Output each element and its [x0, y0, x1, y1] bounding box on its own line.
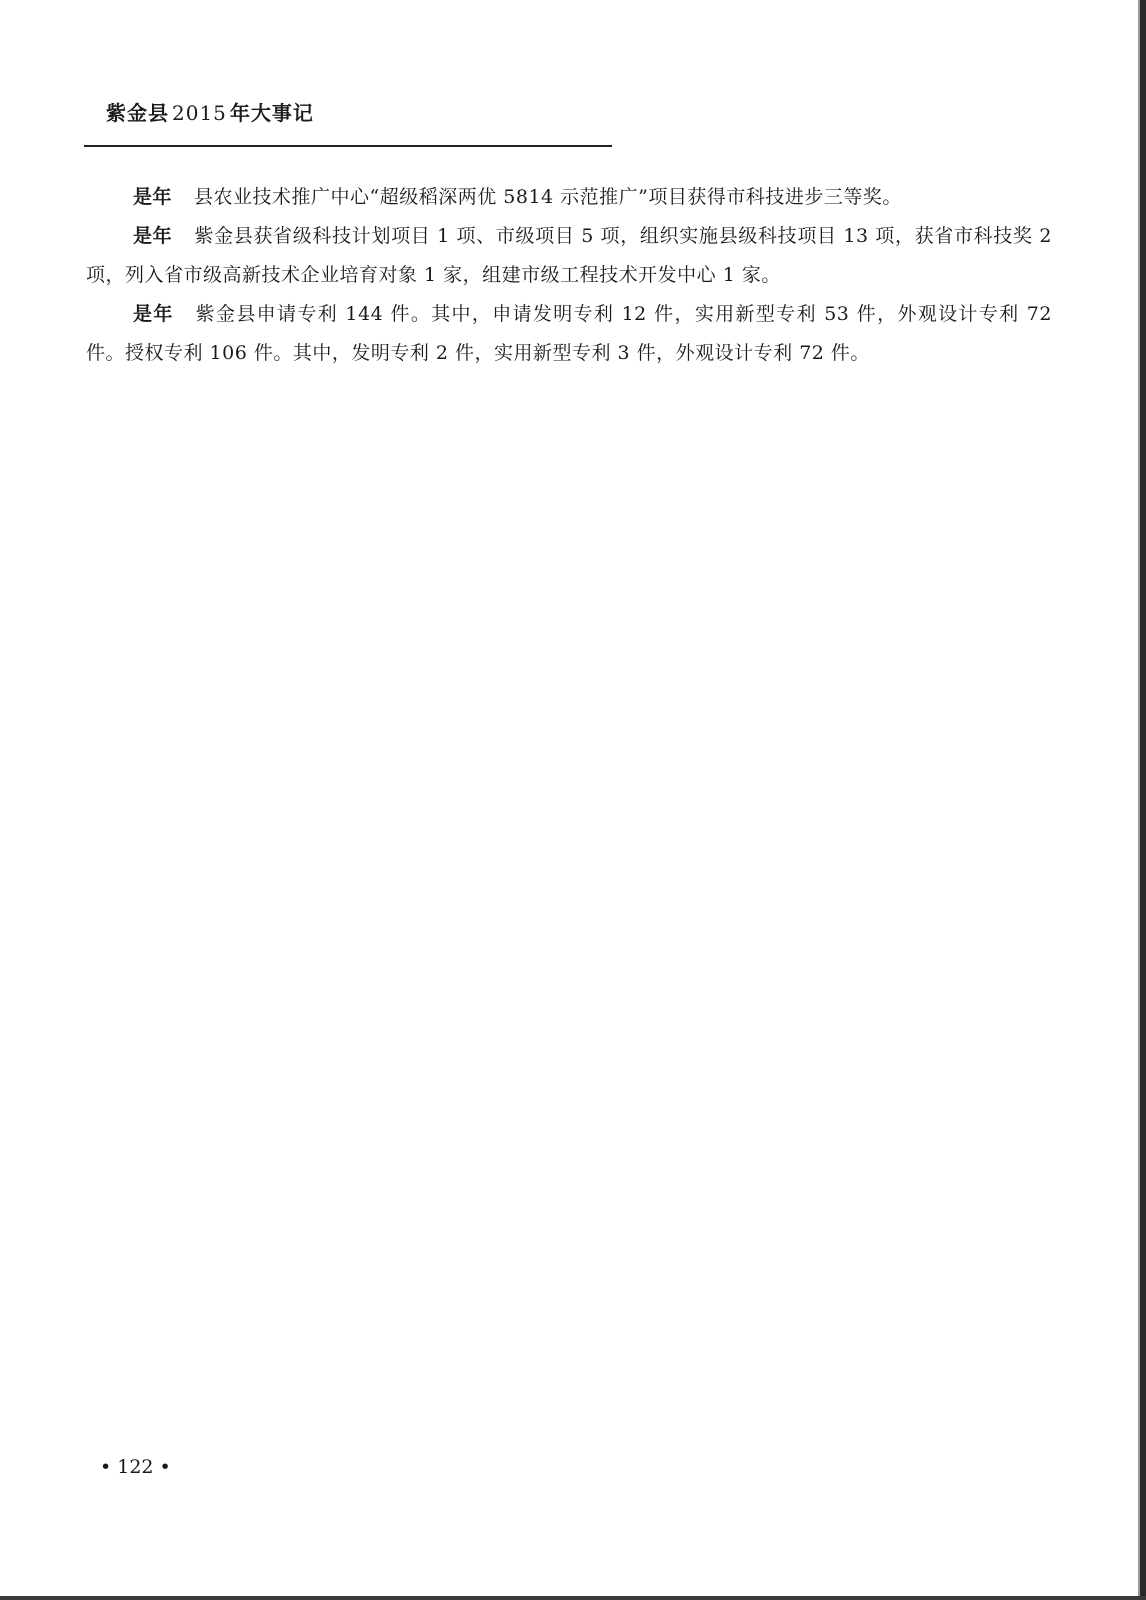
entry-lead: 是年 — [133, 225, 173, 247]
scan-edge-right-shadow — [1138, 0, 1140, 1600]
header-title-suffix: 年大事记 — [229, 101, 314, 125]
chronicle-entry — [86, 178, 1052, 217]
running-header — [106, 97, 314, 126]
page-body — [86, 178, 1052, 373]
entry-lead: 是年 — [133, 186, 173, 208]
scan-edge-bottom — [0, 1596, 1146, 1600]
header-rule — [84, 145, 612, 147]
entry-text: 紫金县申请专利 144 件。其中，申请发明专利 12 件，实用新型专利 53 件，外观设计专利 72 件。授权专利 106 件。其中，发明专利 2 件，实用新型专利 3 件，外观设计专利 72 件。 — [86, 303, 1052, 364]
header-title-year: 2015 — [172, 101, 227, 125]
page-number: • 122 • — [100, 1456, 171, 1478]
header-title-prefix: 紫金县 — [106, 101, 169, 125]
chronicle-entry — [86, 295, 1052, 373]
entry-lead: 是年 — [133, 303, 174, 325]
scan-edge-right — [1140, 0, 1146, 1600]
chronicle-entry — [86, 217, 1052, 295]
entry-text: 紫金县获省级科技计划项目 1 项、市级项目 5 项，组织实施县级科技项目 13 项，获省市科技奖 2 项，列入省市级高新技术企业培育对象 1 家，组建市级工程技术开发中心 1 家。 — [86, 225, 1052, 286]
entry-text: 县农业技术推广中心“超级稻深两优 5814 示范推广”项目获得市科技进步三等奖。 — [194, 186, 902, 208]
